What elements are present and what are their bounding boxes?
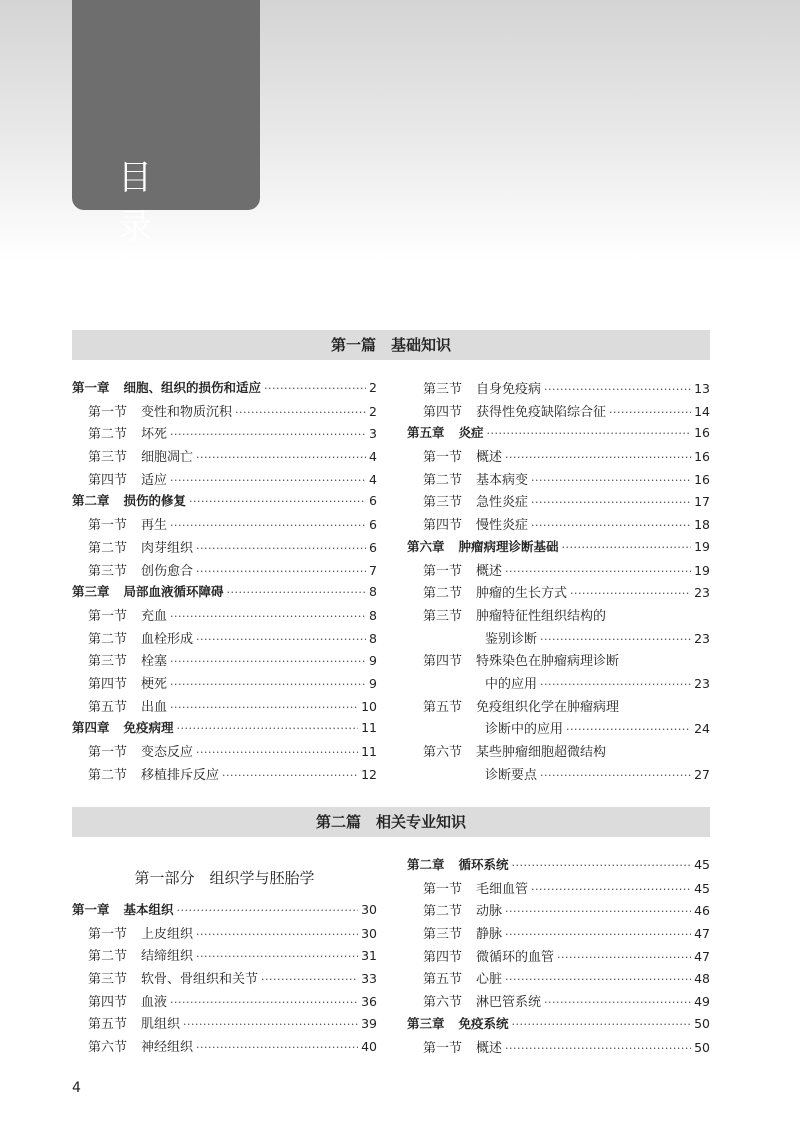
toc-dot-leader <box>177 904 359 917</box>
toc-entry-title: 充血 <box>141 608 168 624</box>
toc-entry-title: 急性炎症 <box>476 495 529 511</box>
toc-section-entry[interactable] <box>72 991 377 1014</box>
toc-chapter-entry[interactable] <box>72 378 377 401</box>
toc-entry-title: 移植排斥反应 <box>141 767 220 783</box>
toc-page-number: 23 <box>694 675 710 691</box>
toc-dot-leader <box>540 633 691 646</box>
toc-dot-leader <box>609 406 691 419</box>
toc-page-number: 4 <box>369 471 377 487</box>
toc-page-number: 2 <box>369 403 377 419</box>
toc-section-entry[interactable] <box>72 423 377 446</box>
toc-entry-number: 第五节 <box>423 699 463 715</box>
toc-dot-leader <box>189 495 366 508</box>
toc-entry-number: 第三节 <box>88 654 128 670</box>
toc-section-entry[interactable] <box>407 582 710 605</box>
toc-entry-number: 第四节 <box>88 994 128 1010</box>
toc-entry-number: 第一节 <box>423 1040 463 1056</box>
toc-page-number: 6 <box>369 539 377 555</box>
toc-page-number: 6 <box>369 517 377 533</box>
part2-left-column <box>72 850 377 1059</box>
toc-entry-number: 第二节 <box>88 631 128 647</box>
toc-page-number: 45 <box>694 857 710 872</box>
toc-section-entry[interactable] <box>407 878 710 901</box>
toc-entry-title: 坏死 <box>141 427 168 443</box>
toc-section-entry[interactable] <box>407 491 710 514</box>
toc-page-number: 50 <box>694 1015 710 1031</box>
toc-section-entry[interactable] <box>72 741 377 764</box>
toc-dot-leader <box>183 1018 358 1031</box>
toc-entry-title: 静脉 <box>476 927 503 943</box>
toc-page-number: 4 <box>369 449 377 465</box>
toc-dot-leader <box>196 542 366 555</box>
toc-section-entry[interactable] <box>72 537 377 560</box>
toc-entry-number: 第二节 <box>423 586 463 602</box>
toc-entry-number: 第三节 <box>423 927 463 943</box>
toc-entry-number: 第二节 <box>423 904 463 920</box>
toc-page-number: 13 <box>694 381 710 396</box>
toc-entry-title: 诊断要点 <box>485 767 538 783</box>
toc-entry-title: 栓塞 <box>141 654 168 670</box>
toc-section-entry[interactable] <box>72 514 377 537</box>
toc-entry-number: 第六章 <box>407 538 445 554</box>
toc-entry-number: 第四节 <box>88 472 128 488</box>
toc-entry-title: 获得性免疫缺陷综合征 <box>476 404 607 420</box>
toc-page-number: 18 <box>694 517 710 533</box>
toc-page-number: 7 <box>369 562 377 578</box>
toc-entry-number: 第二节 <box>88 540 128 556</box>
toc-entry-title: 血栓形成 <box>141 631 194 647</box>
toc-entry-title: 细胞凋亡 <box>141 450 194 466</box>
toc-entry-number: 第一节 <box>423 881 463 897</box>
toc-entry-number: 第二章 <box>72 493 110 509</box>
toc-page-number: 48 <box>694 971 710 987</box>
toc-entry-number: 第一节 <box>88 608 128 624</box>
toc-section-entry[interactable] <box>407 628 710 651</box>
toc-chapter-entry[interactable] <box>72 491 377 514</box>
toc-entry-number: 第四节 <box>423 404 463 420</box>
toc-entry-number: 第一节 <box>88 926 128 942</box>
toc-entry-number: 第五节 <box>88 1017 128 1033</box>
toc-entry-number: 第三章 <box>72 584 110 600</box>
toc-dot-leader <box>505 928 691 941</box>
toc-entry-number: 第三节 <box>88 972 128 988</box>
toc-entry-title: 基本病变 <box>476 472 529 488</box>
toc-section-entry[interactable] <box>407 446 710 469</box>
toc-page-number: 3 <box>369 426 377 442</box>
toc-dot-leader <box>170 701 358 714</box>
toc-entry-title: 微循环的血管 <box>476 949 555 965</box>
toc-page-number: 9 <box>369 675 377 691</box>
toc-dot-leader <box>170 474 366 487</box>
toc-page-number: 8 <box>369 630 377 646</box>
toc-section-entry[interactable] <box>407 1037 710 1060</box>
toc-dot-leader <box>570 587 691 600</box>
toc-entry-number: 第三节 <box>88 450 128 466</box>
toc-page-number: 19 <box>694 538 710 554</box>
toc-page-number: 49 <box>694 994 710 1010</box>
toc-entry-title: 肿瘤的生长方式 <box>476 586 568 602</box>
toc-section-entry[interactable] <box>407 378 710 401</box>
toc-entry-title: 细胞、组织的损伤和适应 <box>123 380 262 395</box>
toc-chapter-entry[interactable] <box>72 582 377 605</box>
toc-entry-title: 特殊染色在肿瘤病理诊断 <box>476 654 620 670</box>
toc-dot-leader <box>170 678 366 691</box>
toc-page-number: 36 <box>361 993 377 1009</box>
toc-dot-leader <box>505 565 691 578</box>
toc-section-entry[interactable] <box>407 673 710 696</box>
toc-entry-title: 中的应用 <box>485 676 538 692</box>
toc-section-entry[interactable] <box>407 968 710 991</box>
part1-heading: 第一篇 基础知识 <box>72 330 710 360</box>
toc-section-entry[interactable] <box>72 401 377 424</box>
toc-page-number: 16 <box>694 471 710 487</box>
toc-entry-title: 免疫组织化学在肿瘤病理 <box>476 699 620 715</box>
toc-page-number: 24 <box>694 721 710 737</box>
toc-entry-number: 第一节 <box>423 450 463 466</box>
toc-entry-title: 软骨、骨组织和关节 <box>141 972 259 988</box>
toc-dot-leader <box>196 451 366 464</box>
toc-dot-leader <box>170 996 358 1009</box>
toc-chapter-entry[interactable] <box>407 537 710 560</box>
toc-dot-leader <box>170 655 366 668</box>
toc-page-number: 19 <box>694 562 710 578</box>
toc-page-number: 11 <box>361 744 377 759</box>
toc-entry-title: 适应 <box>141 472 168 488</box>
toc-entry-title: 免疫系统 <box>458 1015 509 1031</box>
toc-entry-number: 第四节 <box>423 654 463 670</box>
toc-entry-title: 肿瘤病理诊断基础 <box>458 538 559 554</box>
toc-page-number: 10 <box>361 698 377 714</box>
toc-section-entry[interactable] <box>72 628 377 651</box>
toc-section-entry[interactable] <box>72 1013 377 1036</box>
toc-page-number: 45 <box>694 880 710 896</box>
toc-section-entry[interactable] <box>407 696 710 719</box>
toc-section-entry[interactable] <box>72 945 377 968</box>
toc-dot-leader <box>512 1018 692 1031</box>
toc-page-number: 8 <box>369 607 377 623</box>
toc-section-entry[interactable] <box>72 446 377 469</box>
part1-right-column <box>407 378 710 786</box>
toc-dot-leader <box>196 1041 358 1054</box>
toc-dot-leader <box>196 928 358 941</box>
toc-page-number: 16 <box>694 425 710 441</box>
toc-entry-title: 损伤的修复 <box>123 493 187 509</box>
toc-entry-number: 第三节 <box>423 608 463 624</box>
toc-section-entry[interactable] <box>407 923 710 946</box>
toc-chapter-entry[interactable] <box>72 718 377 741</box>
toc-chapter-entry[interactable] <box>407 1014 710 1037</box>
toc-entry-title: 概述 <box>476 450 503 466</box>
toc-dot-leader <box>505 1042 691 1055</box>
toc-section-entry[interactable] <box>407 718 710 741</box>
toc-dot-leader <box>531 496 691 509</box>
toc-dot-leader <box>544 383 691 396</box>
toc-entry-number: 第三节 <box>423 382 463 397</box>
toc-dot-leader <box>540 769 691 782</box>
toc-dot-leader <box>196 950 358 963</box>
toc-dot-leader <box>505 905 691 918</box>
toc-section-entry[interactable] <box>407 514 710 537</box>
toc-page-number: 30 <box>361 925 377 941</box>
toc-dot-leader <box>531 883 691 896</box>
toc-entry-title: 局部血液循环障碍 <box>123 584 224 600</box>
toc-entry-title: 变态反应 <box>141 745 194 760</box>
toc-entry-number: 第三节 <box>88 563 128 579</box>
toc-entry-title: 动脉 <box>476 904 503 920</box>
toc-page-number: 46 <box>694 903 710 919</box>
toc-entry-title: 出血 <box>141 699 168 715</box>
toc-section-entry[interactable] <box>407 469 710 492</box>
toc-section-entry[interactable] <box>407 991 710 1014</box>
toc-entry-title: 血液 <box>141 994 168 1010</box>
toc-entry-title: 诊断中的应用 <box>485 722 564 738</box>
subpart-title: 第一部分 组织学与胚胎学 <box>134 869 315 887</box>
part2-left-list <box>72 900 377 1059</box>
toc-entry-number: 第五章 <box>407 425 445 441</box>
toc-entry-title: 基本组织 <box>123 902 174 917</box>
toc-entry-number: 第二节 <box>88 767 128 783</box>
toc-entry-number: 第二节 <box>88 949 128 965</box>
toc-dot-leader <box>531 474 691 487</box>
toc-dot-leader <box>170 428 366 441</box>
toc-entry-title: 淋巴管系统 <box>476 995 542 1011</box>
toc-entry-number: 第三节 <box>423 495 463 511</box>
toc-page-number: 8 <box>369 584 377 600</box>
toc-entry-title: 慢性炎症 <box>476 518 529 534</box>
toc-section-entry[interactable] <box>407 605 710 628</box>
toc-entry-title: 肉芽组织 <box>141 540 194 556</box>
toc-chapter-entry[interactable] <box>407 855 710 878</box>
toc-section-entry[interactable] <box>72 650 377 673</box>
toc-page-number: 47 <box>694 948 710 964</box>
toc-page-number: 14 <box>694 403 710 419</box>
toc-dot-leader <box>505 451 691 464</box>
toc-chapter-entry[interactable] <box>72 900 377 923</box>
toc-section-entry[interactable] <box>72 605 377 628</box>
toc-page-number: 11 <box>361 720 377 736</box>
toc-dot-leader <box>261 973 358 986</box>
part1-left-column <box>72 378 377 786</box>
toc-section-entry[interactable] <box>72 696 377 719</box>
toc-page-number: 50 <box>694 1039 710 1055</box>
toc-entry-title: 心脏 <box>476 972 503 988</box>
toc-page-number: 39 <box>361 1016 377 1032</box>
toc-entry-number: 第六节 <box>88 1040 128 1056</box>
toc-entry-title: 循环系统 <box>458 857 509 872</box>
toc-entry-number: 第四节 <box>423 518 463 534</box>
toc-section-entry[interactable] <box>72 764 377 787</box>
toc-dot-leader <box>562 541 692 554</box>
toc-entry-number: 第五节 <box>88 699 128 715</box>
part2-right-column <box>407 855 710 1059</box>
toc-section-entry[interactable] <box>407 741 710 764</box>
toc-dot-leader <box>170 610 366 623</box>
toc-entry-number: 第二章 <box>407 857 445 872</box>
toc-page-number: 23 <box>694 630 710 646</box>
toc-section-entry[interactable] <box>72 673 377 696</box>
toc-entry-number: 第四章 <box>72 720 110 736</box>
toc-dot-leader <box>544 996 691 1009</box>
toc-dot-leader <box>235 406 366 419</box>
toc-section-entry[interactable] <box>407 946 710 969</box>
toc-dot-leader <box>566 723 691 736</box>
toc-section-entry[interactable] <box>407 764 710 787</box>
toc-page-number: 6 <box>369 493 377 509</box>
toc-dot-leader <box>487 427 692 440</box>
toc-chapter-entry[interactable] <box>407 423 710 446</box>
toc-entry-number: 第一章 <box>72 380 110 395</box>
toc-entry-number: 第一节 <box>423 563 463 579</box>
toc-entry-number: 第一章 <box>72 902 110 917</box>
toc-dot-leader <box>531 519 691 532</box>
toc-page-number: 17 <box>694 494 710 510</box>
toc-entry-title: 结缔组织 <box>141 949 194 965</box>
toc-entry-title: 神经组织 <box>141 1040 194 1056</box>
toc-entry-number: 第二节 <box>423 472 463 488</box>
toc-dot-leader <box>540 678 691 691</box>
toc-entry-number: 第四节 <box>88 676 128 692</box>
toc-page-number: 23 <box>694 585 710 601</box>
toc-section-entry[interactable] <box>72 469 377 492</box>
toc-entry-number: 第三章 <box>407 1015 445 1031</box>
toc-entry-number: 第四节 <box>423 949 463 965</box>
toc-entry-number: 第一节 <box>88 745 128 760</box>
toc-entry-title: 变性和物质沉积 <box>141 404 233 420</box>
toc-page-number: 16 <box>694 449 710 465</box>
toc-section-entry[interactable] <box>407 650 710 673</box>
toc-section-entry[interactable] <box>407 900 710 923</box>
part2-heading: 第二篇 相关专业知识 <box>72 807 710 837</box>
toc-section-entry[interactable] <box>72 923 377 946</box>
toc-page-number: 30 <box>361 902 377 917</box>
toc-entry-title: 概述 <box>476 563 503 579</box>
toc-dot-leader <box>222 769 358 782</box>
toc-dot-leader <box>196 746 358 759</box>
toc-dot-leader <box>227 586 367 599</box>
toc-entry-title: 创伤愈合 <box>141 563 194 579</box>
toc-entry-title: 梗死 <box>141 676 168 692</box>
toc-entry-title: 自身免疫病 <box>476 382 542 397</box>
toc-dot-leader <box>512 859 692 872</box>
toc-dot-leader <box>196 633 366 646</box>
toc-page-number: 31 <box>361 948 377 964</box>
toc-page-number: 47 <box>694 926 710 942</box>
toc-entry-number: 第五节 <box>423 972 463 988</box>
toc-entry-title: 炎症 <box>458 425 484 441</box>
page-number: 4 <box>72 1080 81 1096</box>
toc-page-number: 2 <box>369 380 377 395</box>
toc-section-entry[interactable] <box>72 560 377 583</box>
toc-dot-leader <box>505 973 691 986</box>
toc-title: 目 录 <box>118 158 174 247</box>
toc-section-entry[interactable] <box>72 1036 377 1059</box>
toc-section-entry[interactable] <box>407 401 710 424</box>
toc-section-entry[interactable] <box>72 968 377 991</box>
toc-entry-title: 上皮组织 <box>141 926 194 942</box>
toc-entry-number: 第一节 <box>88 518 128 534</box>
toc-entry-title: 再生 <box>141 518 168 534</box>
toc-entry-title: 免疫病理 <box>123 720 174 736</box>
toc-entry-number: 第六节 <box>423 995 463 1011</box>
toc-entry-title: 肿瘤特征性组织结构的 <box>476 608 607 624</box>
toc-entry-number: 第一节 <box>88 404 128 420</box>
toc-dot-leader <box>264 382 366 395</box>
toc-dot-leader <box>196 565 366 578</box>
toc-section-entry[interactable] <box>407 560 710 583</box>
toc-title-tab <box>72 0 260 247</box>
toc-dot-leader <box>177 722 359 735</box>
toc-entry-title: 肌组织 <box>141 1017 181 1033</box>
toc-entry-title: 某些肿瘤细胞超微结构 <box>476 745 607 760</box>
toc-page-number: 33 <box>361 971 377 987</box>
toc-page-number: 9 <box>369 653 377 669</box>
toc-dot-leader <box>557 951 691 964</box>
toc-entry-title: 毛细血管 <box>476 881 529 897</box>
toc-entry-title: 概述 <box>476 1040 503 1056</box>
toc-page-number: 12 <box>361 766 377 782</box>
toc-page-number: 40 <box>361 1039 377 1055</box>
toc-page-number: 27 <box>694 766 710 782</box>
toc-entry-number: 第六节 <box>423 745 463 760</box>
toc-entry-number: 第二节 <box>88 427 128 443</box>
toc-entry-title: 鉴别诊断 <box>485 631 538 647</box>
toc-dot-leader <box>170 519 366 532</box>
